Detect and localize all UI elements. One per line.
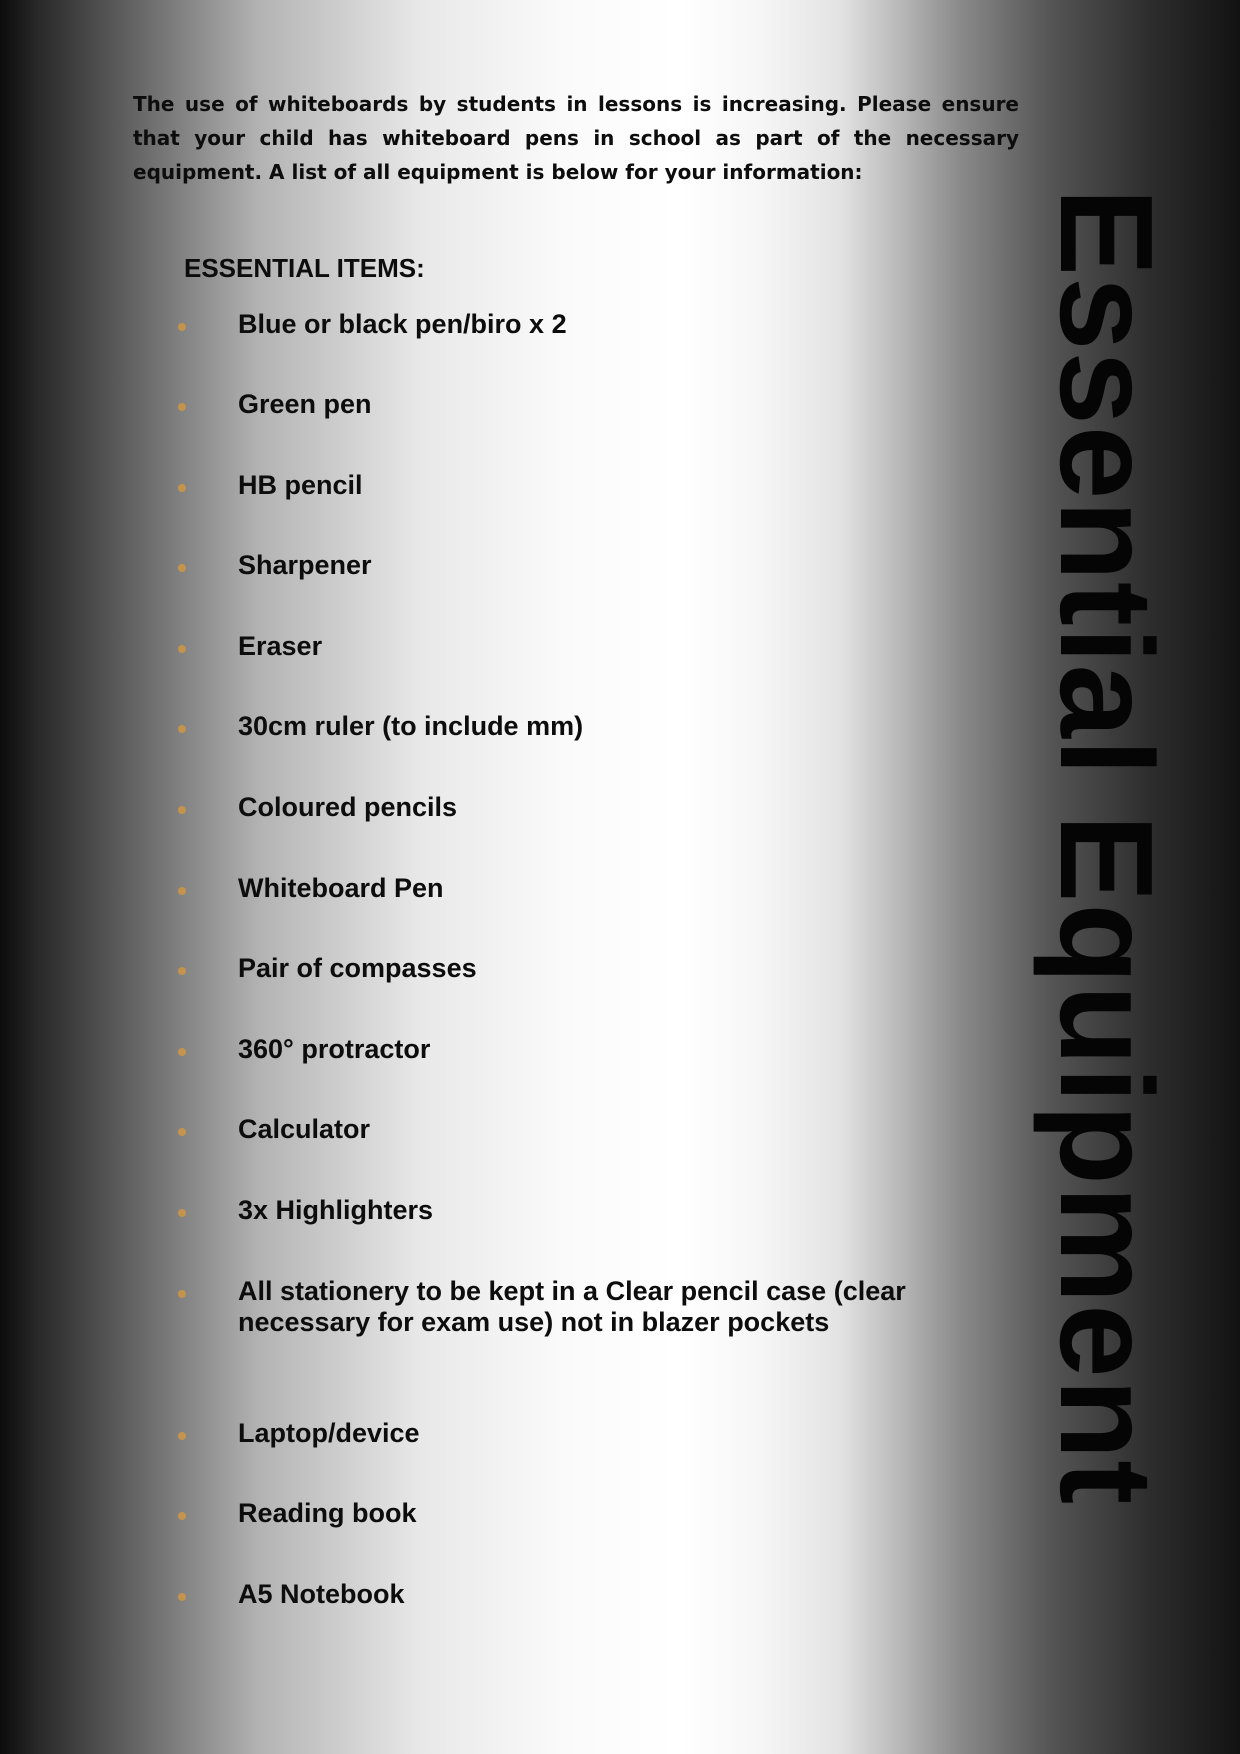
- bullet-icon: [178, 887, 186, 895]
- list-item-text: Whiteboard Pen: [238, 873, 444, 903]
- essential-items-heading: ESSENTIAL ITEMS:: [184, 253, 425, 283]
- essential-equipment-title: Essential Equipment: [1033, 188, 1180, 1506]
- bullet-icon: [178, 484, 186, 492]
- list-item-text: Calculator: [238, 1114, 371, 1144]
- bullet-icon: [178, 323, 186, 331]
- list-item-text: 30cm ruler (to include mm): [238, 711, 584, 741]
- bullet-icon: [178, 564, 186, 572]
- list-item-text: Sharpener: [238, 550, 372, 580]
- list-item-text: Laptop/device: [238, 1418, 420, 1448]
- bullet-icon: [178, 1209, 186, 1217]
- bullet-icon: [178, 403, 186, 411]
- list-item-text: Coloured pencils: [238, 792, 458, 822]
- intro-paragraph: The use of whiteboards by students in lessons is increasing. Please ensure that your child has whiteboard pens in school as part of the necessary equipment. A list of all equipment is below for your information:: [133, 92, 1019, 184]
- list-item-text: Eraser: [238, 631, 323, 661]
- bullet-icon: [178, 1128, 186, 1136]
- list-item-text: Blue or black pen/biro x 2: [238, 309, 567, 339]
- list-item-text: A5 Notebook: [238, 1579, 405, 1609]
- bullet-icon: [178, 806, 186, 814]
- bullet-icon: [178, 1432, 186, 1440]
- list-item-text: 360° protractor: [238, 1034, 431, 1064]
- bullet-icon: [178, 725, 186, 733]
- bullet-icon: [178, 1512, 186, 1520]
- bullet-icon: [178, 1048, 186, 1056]
- list-item-text: HB pencil: [238, 470, 363, 500]
- bullet-icon: [178, 967, 186, 975]
- bullet-icon: [178, 1593, 186, 1601]
- bullet-icon: [178, 1290, 186, 1298]
- bullet-icon: [178, 645, 186, 653]
- list-item-text: Reading book: [238, 1498, 417, 1528]
- list-item-text: Pair of compasses: [238, 953, 477, 983]
- list-item-text: All stationery to be kept in a Clear pencil case (clear necessary for exam use) not in blazer pockets: [238, 1276, 906, 1337]
- list-item-text: Green pen: [238, 389, 372, 419]
- list-item-text: 3x Highlighters: [238, 1195, 434, 1225]
